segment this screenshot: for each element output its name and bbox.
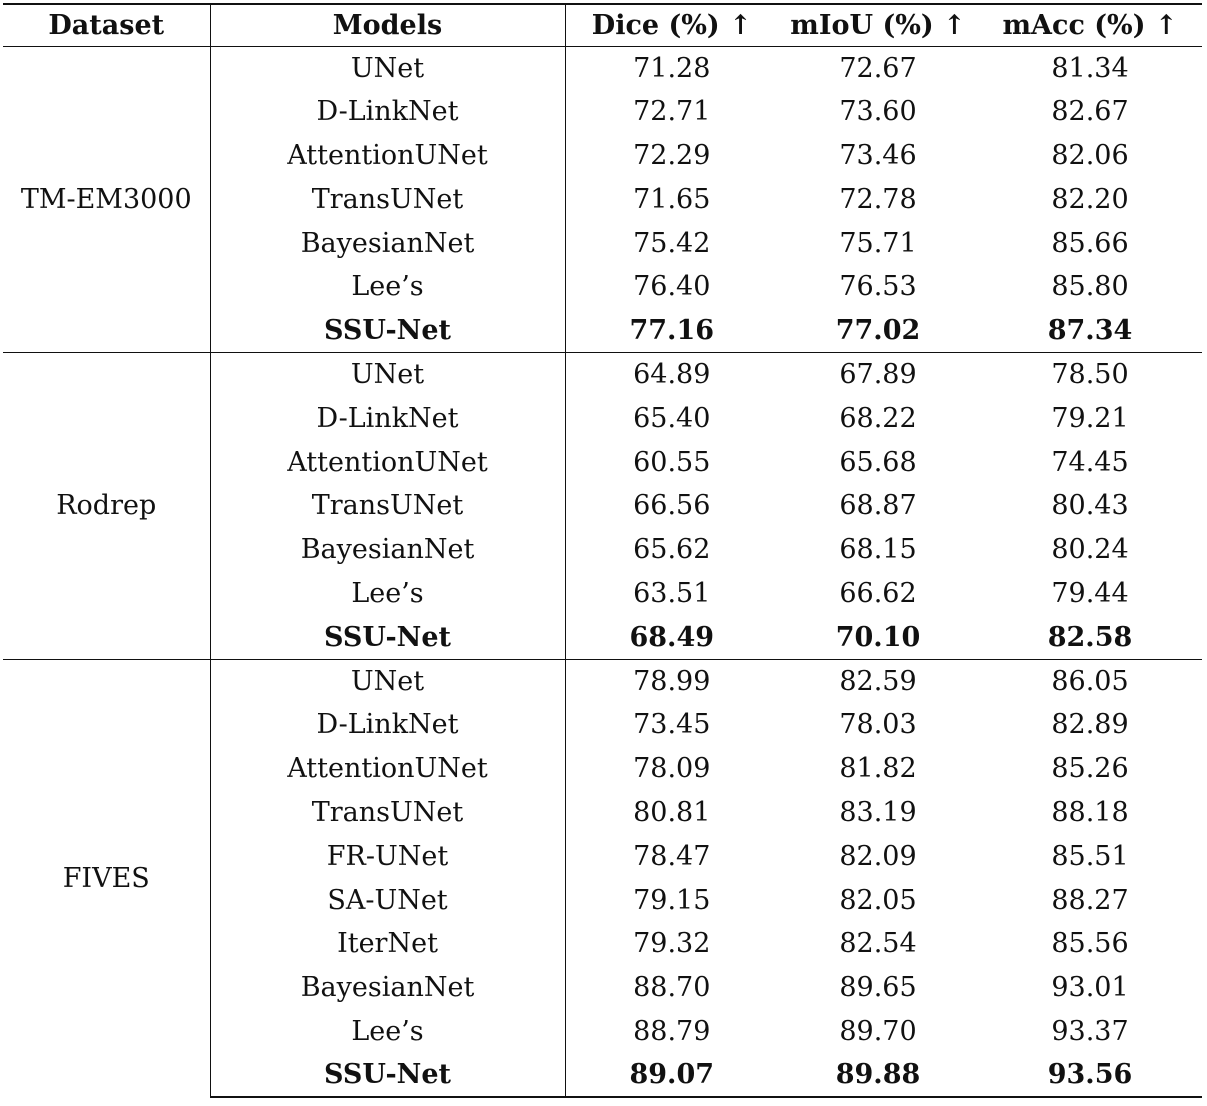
dataset-group: [3, 659, 1202, 1097]
miou-value: 73.60: [839, 96, 917, 128]
model-name: BayesianNet: [210, 528, 565, 572]
macc-value: 81.34: [978, 46, 1202, 90]
model-name: SSU-Net: [210, 1053, 565, 1097]
dataset-name: Rodrep: [3, 353, 210, 660]
dice-value: 75.42: [633, 227, 711, 259]
dataset-group: [3, 353, 1202, 660]
macc-value: 93.01: [1051, 972, 1129, 1004]
model-name: AttentionUNet: [210, 134, 565, 178]
dataset-group: [3, 46, 1202, 353]
miou-value: 81.82: [839, 753, 917, 785]
macc-value: 85.56: [1051, 928, 1129, 960]
model-name: TransUNet: [210, 791, 565, 835]
miou-value: 67.89: [778, 353, 978, 397]
header-miou: mIoU (%) ↑: [778, 4, 978, 46]
macc-value: 88.27: [1051, 884, 1129, 916]
miou-value: 78.03: [839, 709, 917, 741]
dataset-name: FIVES: [3, 659, 210, 1097]
dice-value: 68.49: [629, 621, 715, 653]
miou-value: 82.54: [839, 928, 917, 960]
model-name: Lee’s: [210, 1010, 565, 1054]
model-name: FR-UNet: [210, 834, 565, 878]
macc-value: 85.26: [1051, 753, 1129, 785]
macc-value: 82.20: [1051, 183, 1129, 215]
dice-value: 72.29: [633, 139, 711, 171]
dice-value: 89.07: [565, 1053, 778, 1097]
model-name: D-LinkNet: [210, 703, 565, 747]
miou-value: 82.05: [839, 884, 917, 916]
dataset-name: TM-EM3000: [3, 46, 210, 353]
dice-value: 80.81: [633, 796, 711, 828]
model-name: IterNet: [210, 922, 565, 966]
dice-value: 66.56: [633, 490, 711, 522]
macc-value: 85.51: [1051, 840, 1129, 872]
dice-value: 64.89: [565, 353, 778, 397]
header-models: Models: [210, 4, 565, 46]
header-row: [3, 4, 1202, 46]
macc-value: 93.56: [978, 1053, 1202, 1097]
dice-value: 77.16: [629, 314, 715, 346]
model-name: BayesianNet: [210, 966, 565, 1010]
dice-value: 60.55: [633, 446, 711, 478]
model-name: SSU-Net: [210, 309, 565, 353]
macc-value: 82.89: [1051, 709, 1129, 741]
dice-value: 72.71: [633, 96, 711, 128]
dice-value: 65.40: [633, 402, 711, 434]
dice-value: 76.40: [633, 271, 711, 303]
model-name: Lee’s: [210, 265, 565, 309]
macc-value: 86.05: [978, 659, 1202, 703]
miou-value: 72.78: [839, 183, 917, 215]
miou-value: 66.62: [839, 577, 917, 609]
miou-value: 75.71: [839, 227, 917, 259]
dice-value: 71.28: [565, 46, 778, 90]
model-name: UNet: [210, 659, 565, 703]
model-name: TransUNet: [210, 177, 565, 221]
model-name: SSU-Net: [210, 615, 565, 659]
dice-value: 71.65: [633, 183, 711, 215]
model-name: TransUNet: [210, 484, 565, 528]
dice-value: 78.99: [565, 659, 778, 703]
header-dataset: Dataset: [3, 4, 210, 46]
dice-value: 73.45: [633, 709, 711, 741]
miou-value: 77.02: [835, 314, 921, 346]
macc-value: 93.37: [1051, 1015, 1129, 1047]
miou-value: 68.22: [839, 402, 917, 434]
model-name: SA-UNet: [210, 878, 565, 922]
miou-value: 65.68: [839, 446, 917, 478]
macc-value: 87.34: [1047, 314, 1133, 346]
dice-value: 79.32: [633, 928, 711, 960]
dice-value: 88.79: [633, 1015, 711, 1047]
macc-value: 85.80: [1051, 271, 1129, 303]
macc-value: 82.58: [1047, 621, 1133, 653]
table-header: [3, 4, 1202, 46]
header-macc: mAcc (%) ↑: [978, 4, 1202, 46]
macc-value: 80.24: [1051, 534, 1129, 566]
model-name: D-LinkNet: [210, 90, 565, 134]
miou-value: 68.15: [839, 534, 917, 566]
miou-value: 73.46: [839, 139, 917, 171]
miou-value: 68.87: [839, 490, 917, 522]
dice-value: 78.47: [633, 840, 711, 872]
table-row: [3, 46, 1202, 90]
macc-value: 85.66: [1051, 227, 1129, 259]
table-row: [3, 659, 1202, 703]
dice-value: 63.51: [633, 577, 711, 609]
dice-value: 78.09: [633, 753, 711, 785]
macc-value: 79.21: [1051, 402, 1129, 434]
model-name: D-LinkNet: [210, 396, 565, 440]
dice-value: 79.15: [633, 884, 711, 916]
miou-value: 70.10: [835, 621, 921, 653]
miou-value: 76.53: [839, 271, 917, 303]
model-name: UNet: [210, 353, 565, 397]
header-dice: Dice (%) ↑: [565, 4, 778, 46]
macc-value: 79.44: [1051, 577, 1129, 609]
model-name: BayesianNet: [210, 221, 565, 265]
macc-value: 82.67: [1051, 96, 1129, 128]
dice-value: 88.70: [633, 972, 711, 1004]
miou-value: 83.19: [839, 796, 917, 828]
model-name: AttentionUNet: [210, 747, 565, 791]
dice-value: 65.62: [633, 534, 711, 566]
model-name: AttentionUNet: [210, 440, 565, 484]
model-name: UNet: [210, 46, 565, 90]
macc-value: 88.18: [1051, 796, 1129, 828]
miou-value: 89.88: [778, 1053, 978, 1097]
macc-value: 74.45: [1051, 446, 1129, 478]
results-table: [3, 3, 1202, 1098]
miou-value: 89.70: [839, 1015, 917, 1047]
miou-value: 89.65: [839, 972, 917, 1004]
table-row: [3, 353, 1202, 397]
miou-value: 72.67: [778, 46, 978, 90]
model-name: Lee’s: [210, 572, 565, 616]
macc-value: 80.43: [1051, 490, 1129, 522]
macc-value: 78.50: [978, 353, 1202, 397]
miou-value: 82.59: [778, 659, 978, 703]
macc-value: 82.06: [1051, 139, 1129, 171]
miou-value: 82.09: [839, 840, 917, 872]
